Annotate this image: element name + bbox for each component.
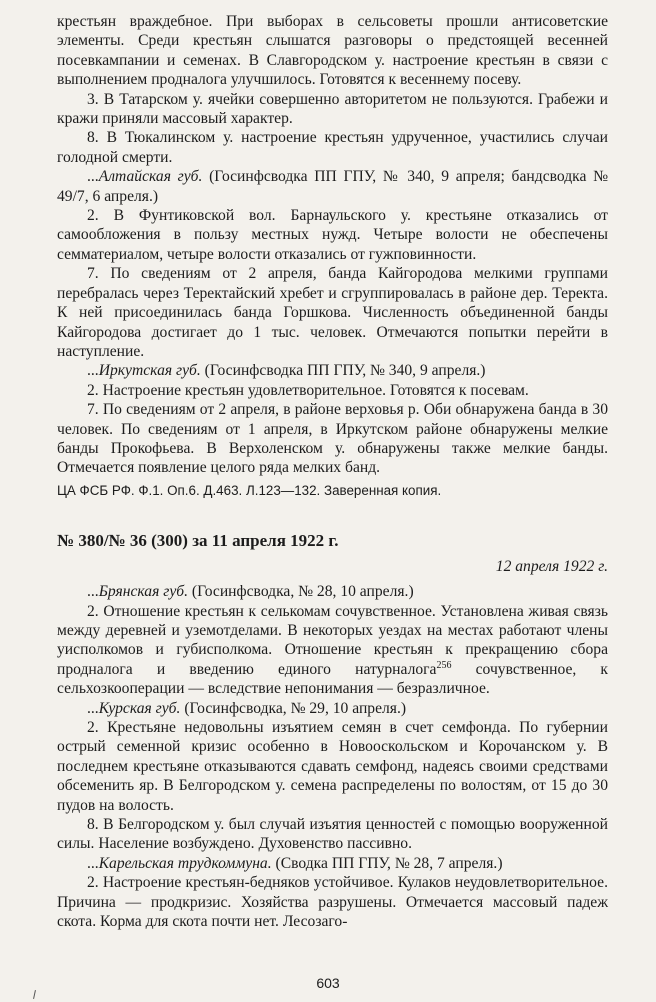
paragraph: 3. В Татарском у. ячейки совершенно авторитетом не пользуются. Грабежи и кражи приняли массовый характер. bbox=[57, 90, 608, 128]
source-citation: (Госинфсводка, № 29, 10 апреля.) bbox=[180, 699, 407, 717]
paragraph: крестьян враждебное. При выборах в сельсоветы прошли антисоветские элементы. Среди крестьян слышатся разговоры о предстоящей весенней посевкампании и семенах. В Славгородском у. настроение крестьян в связи с выполнением продналога улучшилось. Готовятся к весеннему посеву. bbox=[57, 13, 608, 89]
page-number: 603 bbox=[316, 975, 340, 991]
paragraph: 8. В Белгородском у. был случай изъятия ценностей с помощью вооруженной силы. Население возбуждено. Духовенство пассивно. bbox=[57, 816, 608, 853]
ellipsis: ... bbox=[87, 362, 99, 380]
document-title: № 380/№ 36 (300) за 11 апреля 1922 г. bbox=[57, 530, 339, 550]
region-name: Карельская трудкоммуна. bbox=[98, 854, 272, 872]
paragraph: 2. В Фунтиковской вол. Барнаульского у. крестьяне отказались от самообложения в пользу местных нужд. Четыре волости не обеспечены семматериалом, четыре волости отказались от гужповинности. bbox=[57, 207, 608, 263]
region-name: Иркутская губ. bbox=[98, 362, 201, 380]
paragraph: 7. По сведениям от 2 апреля, банда Кайгородова мелкими группами перебралась через Теректайский хребет и сгруппировалась в районе дер. Теректа. К ней присоединилась банда Горшкова. Численность объединенной банды Кайгородова достигает до 1 тыс. человек. Отмечаются попытки перейти в наступление. bbox=[57, 265, 608, 360]
ellipsis: ... bbox=[87, 168, 99, 186]
source-citation: (Госинфсводка ПП ГПУ, № 340, 9 апреля; бандсводка № 49/7, 6 апреля.) bbox=[57, 168, 609, 205]
source-line bbox=[57, 699, 608, 718]
source-citation: (Госинфсводка ПП ГПУ, № 340, 9 апреля.) bbox=[200, 362, 486, 380]
region-name: Курская губ. bbox=[98, 699, 181, 717]
ellipsis: ... bbox=[87, 854, 99, 872]
paragraph: 2. Настроение крестьян удовлетворительное. Готовятся к посевам. bbox=[87, 381, 529, 399]
source-citation: (Сводка ПП ГПУ, № 28, 7 апреля.) bbox=[271, 854, 503, 872]
source-line bbox=[57, 854, 608, 873]
footnote-ref: 256 bbox=[436, 659, 452, 671]
scan-mark bbox=[33, 990, 36, 999]
document-date: 12 апреля 1922 г. bbox=[495, 557, 608, 575]
paragraph-text: 2. Отношение крестьян к селькомам сочувственное. Установлена живая связь между деревней и уземотделами. В некоторых уездах на местах работают члены уисполкомов и губисполкома. Отношение крестьян к прекращению сбора продналога и введению единого натурналога bbox=[57, 602, 608, 678]
paragraph: 2. Настроение крестьян-бедняков устойчивое. Кулаков неудовлетворительное. Причина — продкризис. Хозяйства разрушены. Отмечается массовый падеж скота. Корма для скота почти нет. Лесозаго- bbox=[57, 874, 608, 931]
paragraph bbox=[57, 602, 608, 699]
source-line bbox=[57, 361, 608, 380]
page-content bbox=[57, 12, 608, 931]
paragraph: 8. В Тюкалинском у. настроение крестьян удрученное, участились случаи голодной смерти. bbox=[57, 129, 608, 166]
archive-reference: ЦА ФСБ РФ. Ф.1. Оп.6. Д.463. Л.123—132. Заверенная копия. bbox=[57, 482, 442, 498]
source-line bbox=[57, 167, 608, 206]
paragraph-text: сочувственное, к сельхозкооперации — вследствие непонимания — безразличное. bbox=[57, 660, 608, 698]
source-line bbox=[57, 582, 608, 601]
ellipsis: ... bbox=[87, 699, 99, 717]
ellipsis: ... bbox=[87, 583, 99, 601]
source-citation: (Госинфсводка, № 28, 10 апреля.) bbox=[188, 583, 414, 601]
region-name: Алтайская губ. bbox=[98, 168, 203, 186]
paragraph: 7. По сведениям от 2 апреля, в районе верховья р. Оби обнаружена банда в 30 человек. По сведениям от 1 апреля, в Иркутском районе обнаружены мелкие банды Прокофьева. В Верхоленском у. обнаружены также мелкие банды. Отмечается появление целого ряда мелких банд. bbox=[57, 401, 608, 477]
region-name: Брянская губ. bbox=[98, 583, 188, 601]
paragraph: 2. Крестьяне недовольны изъятием семян в счет семфонда. По губернии острый семенной кризис особенно в Новооскольском и Корочанском у. В последнем крестьяне отказываются сдавать семфонд, надеясь своими средствами обсеменить яр. В Белгородском у. семена распределены по волостям, от 15 до 30 пудов на волость. bbox=[57, 719, 608, 814]
